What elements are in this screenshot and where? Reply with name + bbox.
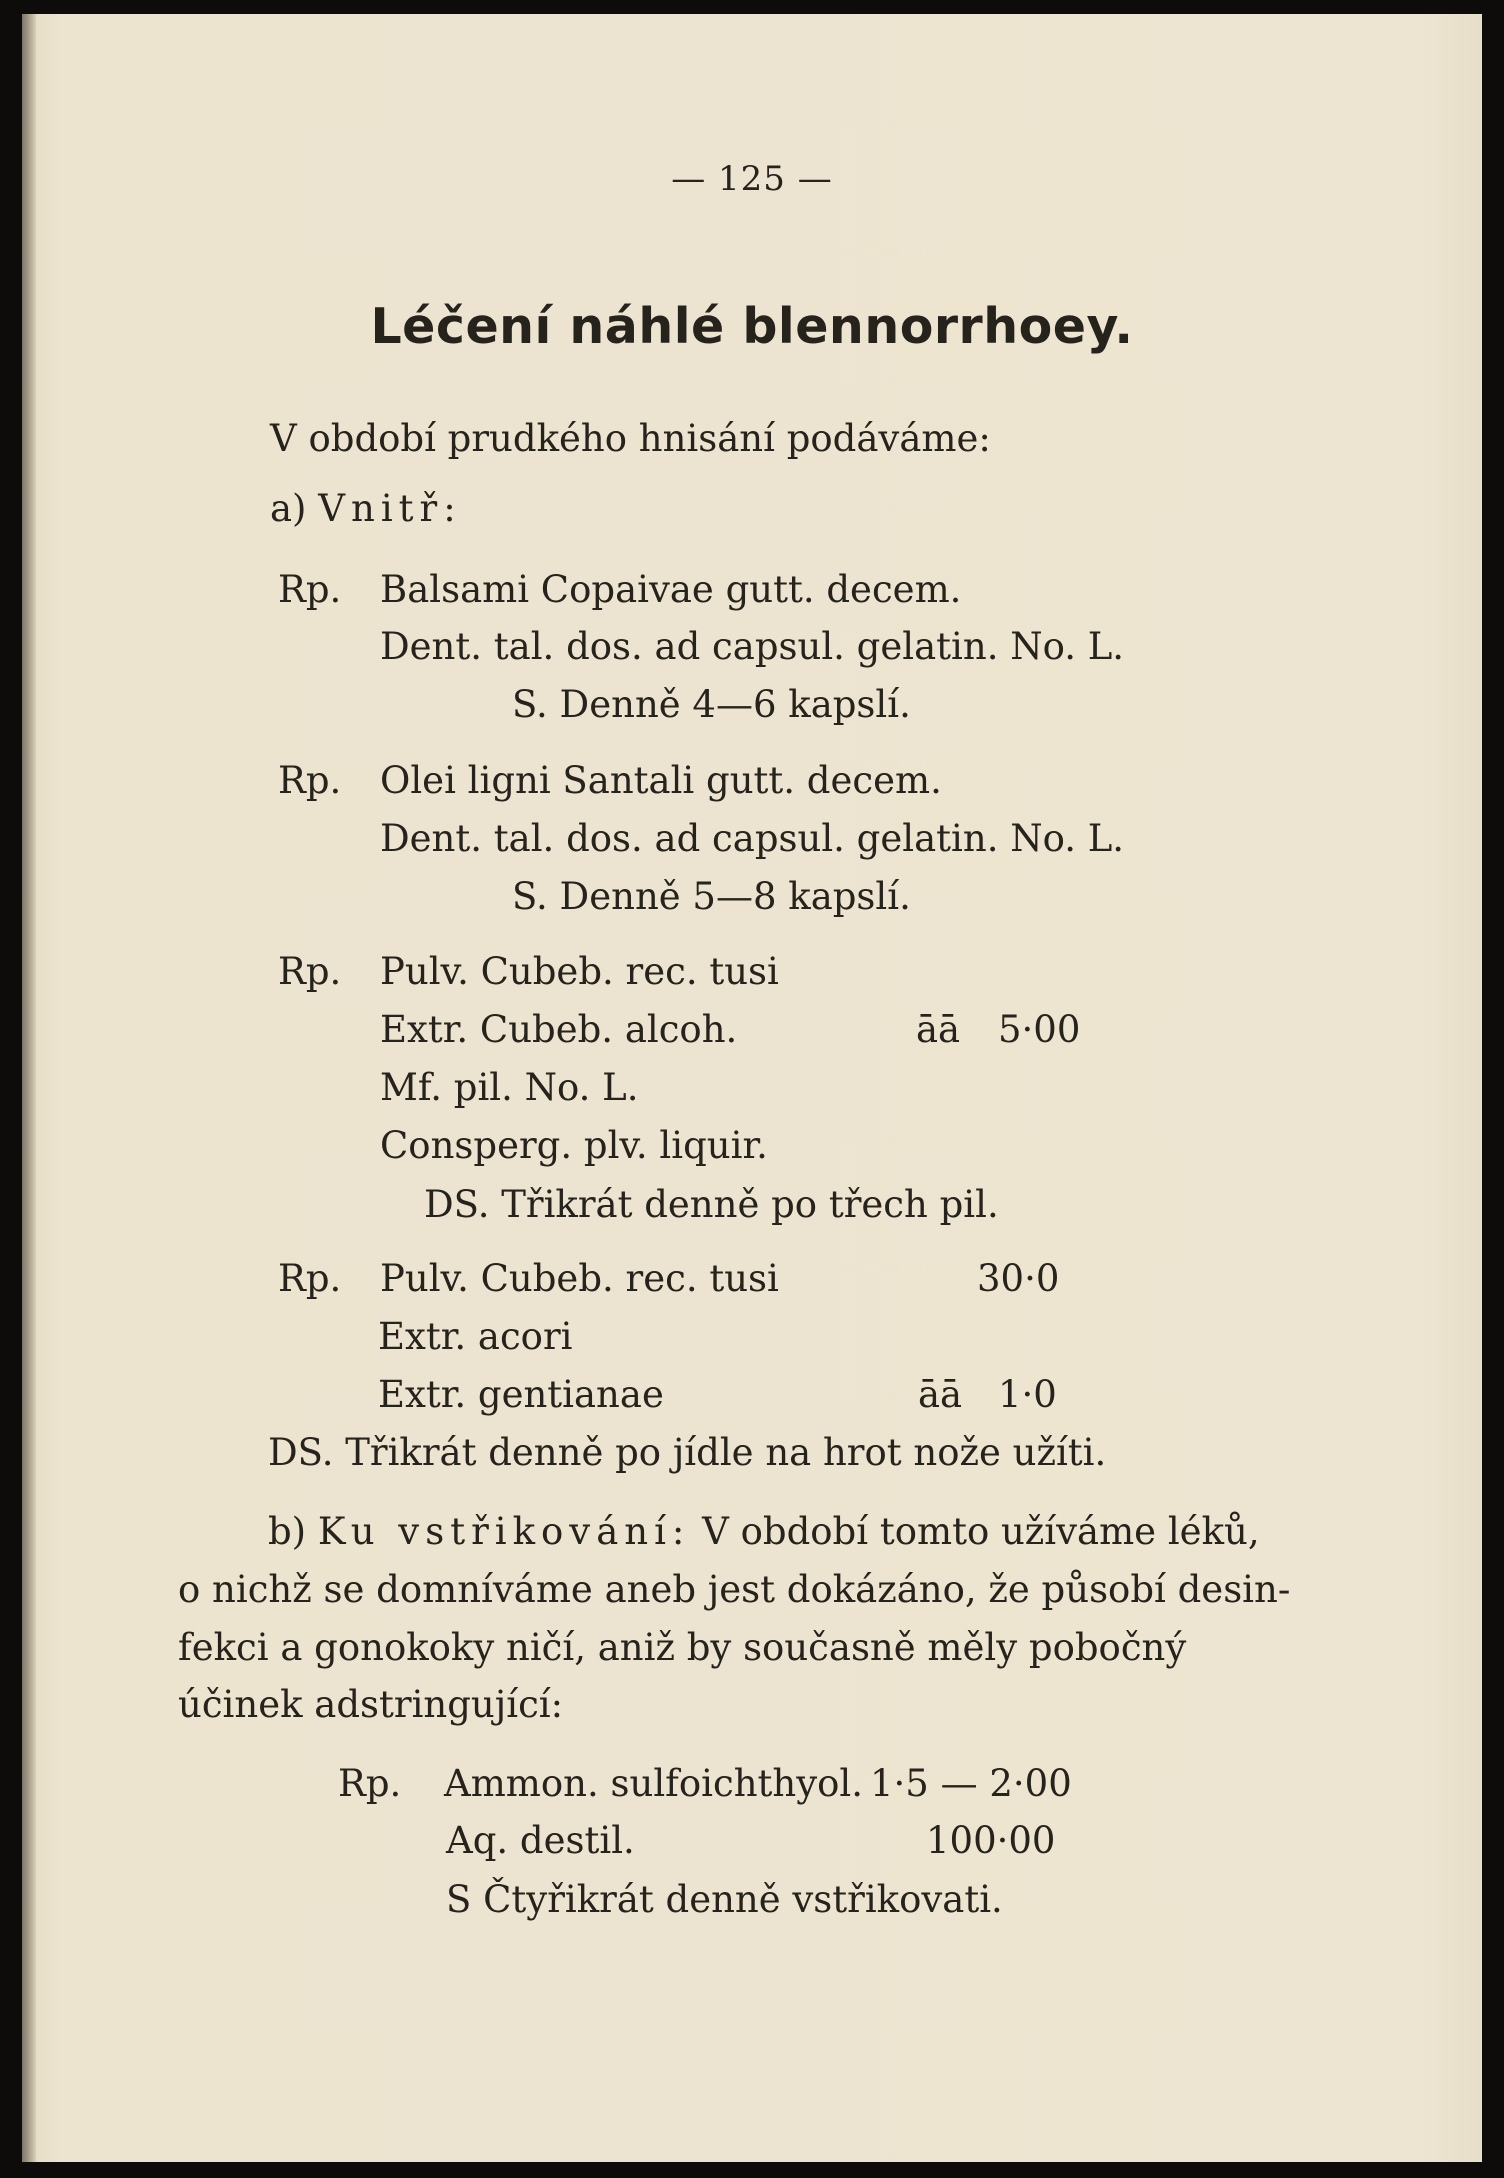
rx3-amount: 5·00 bbox=[998, 1008, 1081, 1051]
section-b-heading: Ku vstřikování: bbox=[317, 1510, 691, 1553]
rx4-line1: Pulv. Cubeb. rec. tusi bbox=[380, 1257, 779, 1300]
rx4-amount3: 1·0 bbox=[998, 1373, 1057, 1416]
page-number: — 125 — bbox=[671, 159, 833, 199]
section-b-line3: fekci a gonokoky ničí, aniž by současně měly pobočný bbox=[178, 1626, 1187, 1669]
rx5-rp: Rp. bbox=[338, 1762, 402, 1805]
section-b-label: b) bbox=[268, 1510, 307, 1553]
section-a-heading bbox=[270, 487, 462, 530]
rx1-signature: S. Denně 4—6 kapslí. bbox=[512, 683, 911, 726]
rx4-line2: Extr. acori bbox=[378, 1315, 573, 1358]
rx2-line1: Olei ligni Santali gutt. decem. bbox=[380, 759, 942, 802]
rx3-line4: Consperg. plv. liquir. bbox=[380, 1124, 768, 1167]
section-b-line2: o nichž se domníváme aneb jest dokázáno, že působí desin- bbox=[178, 1568, 1291, 1611]
rx3-line1: Pulv. Cubeb. rec. tusi bbox=[380, 950, 779, 993]
rx1-rp: Rp. bbox=[278, 568, 342, 611]
rx2-signature: S. Denně 5—8 kapslí. bbox=[512, 875, 911, 918]
rx3-line2: Extr. Cubeb. alcoh. bbox=[380, 1008, 738, 1051]
section-a-title: Vnitř: bbox=[318, 487, 462, 530]
rx5-line1: Ammon. sulfoichthyol. bbox=[444, 1762, 863, 1805]
rx5-line2: Aq. destil. bbox=[446, 1819, 635, 1862]
rx4-signature: DS. Třikrát denně po jídle na hrot nože užíti. bbox=[268, 1431, 1107, 1474]
rx3-rp: Rp. bbox=[278, 950, 342, 993]
rx5-amount1: 1·5 — 2·00 bbox=[870, 1762, 1072, 1805]
section-a-label: a) bbox=[270, 487, 307, 530]
section-b-line4: účinek adstringující: bbox=[178, 1683, 564, 1726]
rx3-signature: DS. Třikrát denně po třech pil. bbox=[424, 1183, 999, 1226]
rx4-aa: āā bbox=[918, 1373, 963, 1416]
rx5-signature: S Čtyřikrát denně vstřikovati. bbox=[446, 1878, 1003, 1921]
section-b-line1 bbox=[268, 1510, 1260, 1553]
rx5-amount2: 100·00 bbox=[926, 1819, 1056, 1862]
intro-line: V období prudkého hnisání podáváme: bbox=[270, 417, 991, 460]
rx3-line3: Mf. pil. No. L. bbox=[380, 1066, 639, 1109]
rx4-line3: Extr. gentianae bbox=[378, 1373, 664, 1416]
book-page bbox=[22, 14, 1482, 2162]
section-b-line1-rest: V období tomto užíváme léků, bbox=[702, 1510, 1260, 1553]
rx1-line1: Balsami Copaivae gutt. decem. bbox=[380, 568, 962, 611]
rx3-aa: āā bbox=[916, 1008, 961, 1051]
rx2-rp: Rp. bbox=[278, 759, 342, 802]
chapter-title: Léčení náhlé blennorrhoey. bbox=[370, 298, 1134, 355]
rx4-rp: Rp. bbox=[278, 1257, 342, 1300]
rx4-amount1: 30·0 bbox=[977, 1257, 1060, 1300]
rx1-line2: Dent. tal. dos. ad capsul. gelatin. No. L. bbox=[380, 625, 1125, 668]
rx2-line2: Dent. tal. dos. ad capsul. gelatin. No. L. bbox=[380, 817, 1125, 860]
